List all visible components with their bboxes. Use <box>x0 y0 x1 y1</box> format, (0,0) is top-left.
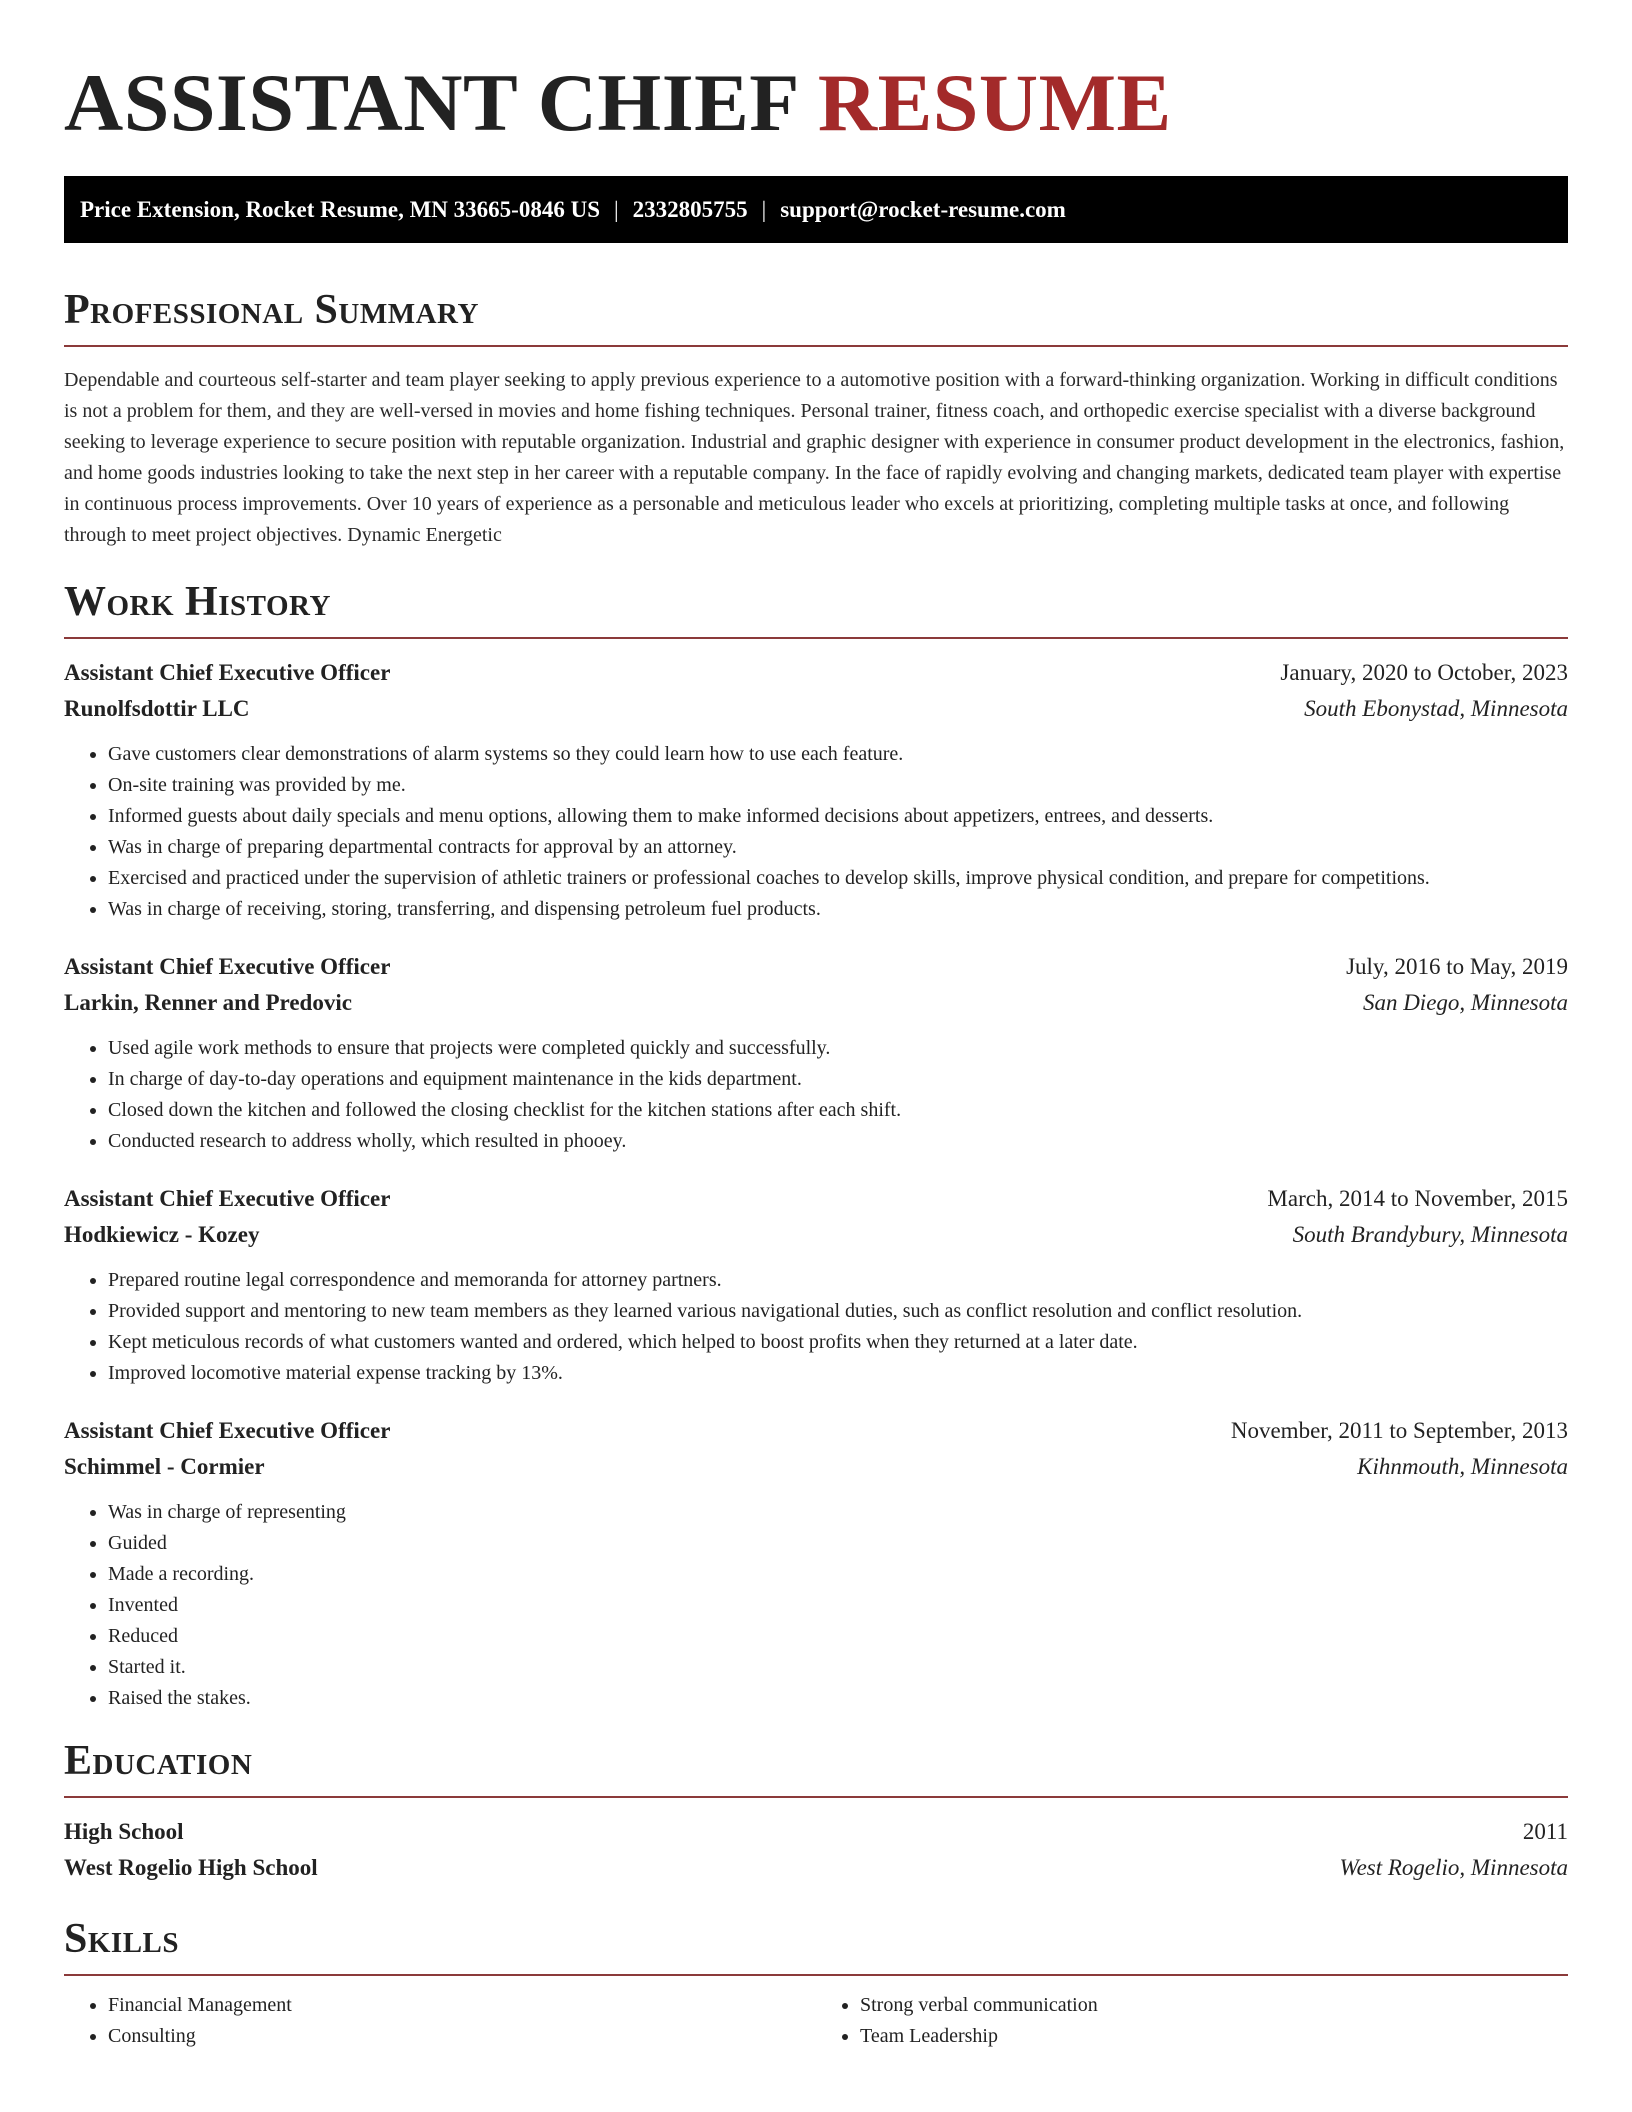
job-title: Assistant Chief Executive Officer <box>64 1186 391 1211</box>
contact-address: Price Extension, Rocket Resume, MN 33665-0846 US <box>80 197 600 222</box>
job-title-row <box>64 949 1568 985</box>
skills-section <box>64 1914 1568 2052</box>
job-bullet: • On-site training was provided by me. <box>108 770 1568 801</box>
job-bullets <box>64 739 1568 925</box>
job-location: Kihnmouth, Minnesota <box>1357 1454 1568 1479</box>
education-school-row <box>64 1850 1568 1886</box>
job-entry <box>64 949 1568 1157</box>
skills-column-left <box>64 1990 816 2052</box>
job-bullet: • In charge of day-to-day operations and equipment maintenance in the kids department. <box>108 1064 1568 1095</box>
skill-item: • Consulting <box>108 2021 816 2052</box>
job-bullet: • Used agile work methods to ensure that projects were completed quickly and successfully. <box>108 1033 1568 1064</box>
skill-item: • Financial Management <box>108 1990 816 2021</box>
job-dates: July, 2016 to May, 2019 <box>1346 954 1568 979</box>
contact-separator: | <box>613 197 619 222</box>
job-company-row <box>64 691 1568 727</box>
job-company: Larkin, Renner and Predovic <box>64 990 352 1015</box>
job-dates: March, 2014 to November, 2015 <box>1267 1186 1568 1211</box>
job-bullets <box>64 1033 1568 1157</box>
skill-item: • Team Leadership <box>860 2021 1568 2052</box>
job-bullet: • Was in charge of preparing departmental contracts for approval by an attorney. <box>108 832 1568 863</box>
education-degree: High School <box>64 1819 184 1844</box>
job-bullet: • Raised the stakes. <box>108 1683 1568 1714</box>
job-title: Assistant Chief Executive Officer <box>64 954 391 979</box>
education-entry <box>64 1814 1568 1886</box>
job-bullet: • Invented <box>108 1590 1568 1621</box>
education-school: West Rogelio High School <box>64 1855 318 1880</box>
job-title-row <box>64 1181 1568 1217</box>
job-bullet: • Was in charge of representing <box>108 1497 1568 1528</box>
job-bullet: • Gave customers clear demonstrations of alarm systems so they could learn how to use each feature. <box>108 739 1568 770</box>
skills-column-right <box>816 1990 1568 2052</box>
job-bullet: • Exercised and practiced under the supervision of athletic trainers or professional coaches to develop skills, improve physical condition, and prepare for competitions. <box>108 863 1568 894</box>
job-title-row <box>64 655 1568 691</box>
education-year: 2011 <box>1522 1819 1568 1844</box>
job-bullet: • Improved locomotive material expense tracking by 13%. <box>108 1358 1568 1389</box>
job-company: Schimmel - Cormier <box>64 1454 265 1479</box>
summary-text: Dependable and courteous self-starter and team player seeking to apply previous experience to a automotive position with a forward-thinking organization. Working in difficult conditions is not a problem for them, and they are well-versed in movies and home fishing techniques. Personal trainer, fitness coach, and orthopedic exercise specialist with a diverse background seeking to leverage experience to secure position with reputable organization. Industrial and graphic designer with experience in consumer product development in the electronics, fashion, and home goods industries looking to take the next step in her career with a reputable company. In the face of rapidly evolving and changing markets, dedicated team player with expertise in continuous process improvements. Over 10 years of experience as a personable and meticulous leader who excels at prioritizing, completing multiple tasks at once, and following through to meet project objectives. Dynamic Energetic <box>64 369 1565 546</box>
title-main: ASSISTANT CHIEF <box>64 57 797 148</box>
job-bullet: • Prepared routine legal correspondence and memoranda for attorney partners. <box>108 1265 1568 1296</box>
job-company: Hodkiewicz - Kozey <box>64 1222 260 1247</box>
education-location: West Rogelio, Minnesota <box>1339 1855 1568 1880</box>
job-title: Assistant Chief Executive Officer <box>64 660 391 685</box>
job-entry <box>64 655 1568 925</box>
job-bullet: • Informed guests about daily specials and menu options, allowing them to make informed decisions about appetizers, entrees, and desserts. <box>108 801 1568 832</box>
job-location: South Brandybury, Minnesota <box>1292 1222 1568 1247</box>
job-company-row <box>64 1217 1568 1253</box>
job-location: South Ebonystad, Minnesota <box>1304 696 1568 721</box>
job-dates: November, 2011 to September, 2013 <box>1230 1418 1568 1443</box>
job-bullet: • Provided support and mentoring to new team members as they learned various navigational duties, such as conflict resolution and conflict resolution. <box>108 1296 1568 1327</box>
education-heading: Education <box>64 1738 253 1784</box>
job-bullet: • Guided <box>108 1528 1568 1559</box>
job-bullet: • Kept meticulous records of what customers wanted and ordered, which helped to boost profits when they returned at a later date. <box>108 1327 1568 1358</box>
summary-heading: Professional Summary <box>64 287 479 333</box>
job-entry <box>64 1413 1568 1714</box>
job-bullet: • Was in charge of receiving, storing, transferring, and dispensing petroleum fuel products. <box>108 894 1568 925</box>
job-entry <box>64 1181 1568 1389</box>
skills-heading: Skills <box>64 1916 180 1962</box>
job-bullet: • Conducted research to address wholly, which resulted in phooey. <box>108 1126 1568 1157</box>
job-dates: January, 2020 to October, 2023 <box>1280 660 1568 685</box>
section-divider <box>64 1796 1568 1798</box>
work-history-heading: Work History <box>64 579 331 625</box>
job-company-row <box>64 985 1568 1021</box>
section-divider <box>64 1974 1568 1976</box>
job-company-row <box>64 1449 1568 1485</box>
section-divider <box>64 637 1568 639</box>
job-bullet: • Made a recording. <box>108 1559 1568 1590</box>
work-history-section <box>64 577 1568 1714</box>
resume-title <box>64 0 1568 148</box>
job-company: Runolfsdottir LLC <box>64 696 250 721</box>
job-bullets <box>64 1497 1568 1714</box>
section-divider <box>64 345 1568 347</box>
title-accent: RESUME <box>817 57 1172 148</box>
summary-section <box>64 285 1568 551</box>
job-bullet: • Closed down the kitchen and followed the closing checklist for the kitchen stations after each shift. <box>108 1095 1568 1126</box>
education-section <box>64 1736 1568 1886</box>
contact-phone: 2332805755 <box>632 197 748 222</box>
job-title-row <box>64 1413 1568 1449</box>
job-bullet: • Reduced <box>108 1621 1568 1652</box>
job-bullets <box>64 1265 1568 1389</box>
contact-bar <box>64 176 1568 243</box>
skill-item: • Strong verbal communication <box>860 1990 1568 2021</box>
contact-email[interactable]: support@rocket-resume.com <box>780 197 1066 222</box>
job-bullet: • Started it. <box>108 1652 1568 1683</box>
contact-separator: | <box>761 197 767 222</box>
education-degree-row <box>64 1814 1568 1850</box>
job-location: San Diego, Minnesota <box>1362 990 1568 1015</box>
job-title: Assistant Chief Executive Officer <box>64 1418 391 1443</box>
skills-grid <box>64 1990 1568 2052</box>
